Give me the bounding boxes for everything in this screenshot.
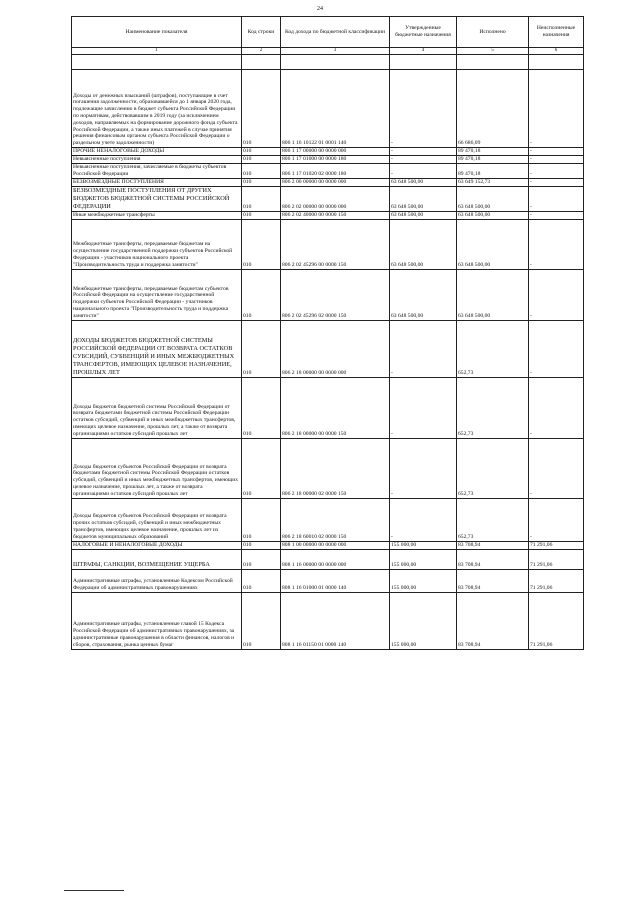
budget-code-cell: 806 2 18 60010 02 0000 150: [281, 498, 390, 541]
indicator-name-cell: ПРОЧИЕ НЕНАЛОГОВЫЕ ДОХОДЫ: [72, 148, 242, 156]
column-number: 4: [390, 48, 457, 55]
executed-cell: 652,73: [457, 438, 529, 498]
executed-cell: 66 686,09: [457, 70, 529, 148]
unexecuted-cell: -: [529, 377, 584, 438]
budget-code-cell: 806 2 02 45296 02 0000 150: [281, 269, 390, 320]
budget-code-cell: 808 1 16 01150 01 0000 140: [281, 592, 390, 649]
table-row: [72, 592, 584, 649]
column-number: 2: [242, 48, 281, 55]
indicator-name-cell: ДОХОДЫ БЮДЖЕТОВ БЮДЖЕТНОЙ СИСТЕМЫ РОССИЙСКОЙ ФЕДЕРАЦИИ ОТ ВОЗВРАТА ОСТАТКОВ СУБСИДИЙ, СУБВЕНЦИЙ И ИНЫХ МЕЖБЮДЖЕТНЫХ ТРАНСФЕРТОВ, ИМЕЮЩИХ ЦЕЛЕВОЕ НАЗНАЧЕНИЕ, ПРОШЛЫХ ЛЕТ: [72, 320, 242, 377]
table-row: [72, 320, 584, 377]
indicator-name-cell: Доходы бюджетов бюджетной системы Российской Федерации от возврата бюджетами бюджетной системы Российской Федерации остатков субсидий, субвенций и иных межбюджетных трансфертов, имеющих целевое назначение, прошлых лет, а также от возврата организациями остатков субсидий прошлых лет: [72, 377, 242, 438]
executed-cell: 83 708,94: [457, 549, 529, 569]
budget-code-cell: 806 2 00 00000 00 0000 000: [281, 179, 390, 187]
executed-cell: 83 708,94: [457, 541, 529, 549]
executed-cell: 652,73: [457, 320, 529, 377]
line-code-cell: 010: [242, 156, 281, 164]
column-number: 6: [529, 48, 584, 55]
indicator-name-cell: Межбюджетные трансферты, передаваемые бюджетам субъектов Российской Федерации на осуществление государственной поддержки субъектов Российской Федерации - участников национального проекта "Производительность труда и поддержка занятости": [72, 269, 242, 320]
unexecuted-cell: -: [529, 148, 584, 156]
indicator-name-cell: Административные штрафы, установленные главой 15 Кодекса Российской Федерации об административных правонарушениях, за административные правонарушения в области финансов, налогов и сборов, страхования, рынка ценных бумаг: [72, 592, 242, 649]
indicator-name-cell: Доходы бюджетов субъектов Российской Федерации от возврата бюджетами бюджетной системы Российской Федерации остатков субсидий, субвенций и иных межбюджетных трансфертов, имеющих целевое назначение, прошлых лет, а также от возврата организациями остатков субсидий прошлых лет: [72, 438, 242, 498]
revenue-report-table: [71, 16, 584, 650]
approved-cell: 155 000,00: [390, 569, 457, 592]
table-row: [72, 541, 584, 549]
unexecuted-cell: -: [529, 70, 584, 148]
unexecuted-cell: -: [529, 320, 584, 377]
budget-code-cell: 806 2 18 00000 02 0000 150: [281, 438, 390, 498]
indicator-name-cell: БЕЗВОЗМЕЗДНЫЕ ПОСТУПЛЕНИЯ ОТ ДРУГИХ БЮДЖЕТОВ БЮДЖЕТНОЙ СИСТЕМЫ РОССИЙСКОЙ ФЕДЕРАЦИИ: [72, 187, 242, 212]
executed-cell: 63 648 500,00: [457, 219, 529, 269]
approved-cell: -: [390, 320, 457, 377]
approved-cell: 155 000,00: [390, 592, 457, 649]
line-code-cell: 010: [242, 148, 281, 156]
indicator-name-cell: Межбюджетные трансферты, передаваемые бюджетам на осуществление государственной поддержки субъектов Российской Федерации - участников национального проекта "Производительность труда и поддержка занятости": [72, 219, 242, 269]
header-row: [72, 17, 584, 48]
table-row: [72, 148, 584, 156]
line-code-cell: 010: [242, 592, 281, 649]
executed-cell: 83 708,94: [457, 592, 529, 649]
column-number: 3: [281, 48, 390, 55]
budget-code-cell: 808 1 16 01000 01 0000 140: [281, 569, 390, 592]
line-code-cell: 010: [242, 179, 281, 187]
approved-cell: 63 648 500,00: [390, 187, 457, 212]
table-row: [72, 164, 584, 179]
budget-code-cell: 806 1 16 10122 01 0001 140: [281, 70, 390, 148]
approved-cell: -: [390, 377, 457, 438]
budget-code-cell: 806 2 02 00000 00 0000 000: [281, 187, 390, 212]
header-approved: Утвержденные бюджетные назначения: [390, 17, 457, 48]
unexecuted-cell: 71 291,06: [529, 549, 584, 569]
unexecuted-cell: 71 291,06: [529, 569, 584, 592]
line-code-cell: 010: [242, 549, 281, 569]
approved-cell: 63 648 500,00: [390, 211, 457, 219]
executed-cell: 63 648 500,00: [457, 269, 529, 320]
unexecuted-cell: -: [529, 179, 584, 187]
unexecuted-cell: -: [529, 187, 584, 212]
unexecuted-cell: 71 291,06: [529, 592, 584, 649]
approved-cell: 155 000,00: [390, 541, 457, 549]
approved-cell: -: [390, 498, 457, 541]
line-code-cell: 010: [242, 438, 281, 498]
line-code-cell: 010: [242, 187, 281, 212]
footer-divider: [64, 890, 124, 891]
unexecuted-cell: -: [529, 219, 584, 269]
budget-code-cell: 806 2 18 00000 00 0000 000: [281, 320, 390, 377]
table-row: [72, 269, 584, 320]
unexecuted-cell: -: [529, 498, 584, 541]
approved-cell: 63 648 500,00: [390, 179, 457, 187]
unexecuted-cell: -: [529, 164, 584, 179]
header-indicator-name: Наименование показателя: [72, 17, 242, 48]
unexecuted-cell: -: [529, 156, 584, 164]
column-number: 5: [457, 48, 529, 55]
indicator-name-cell: Административные штрафы, установленные Кодексом Российской Федерации об административных правонарушениях: [72, 569, 242, 592]
header-unexecuted: Неисполненные назначения: [529, 17, 584, 48]
budget-code-cell: 806 2 02 40000 00 0000 150: [281, 211, 390, 219]
approved-cell: 63 648 500,00: [390, 219, 457, 269]
unexecuted-cell: -: [529, 438, 584, 498]
line-code-cell: 010: [242, 498, 281, 541]
approved-cell: -: [390, 148, 457, 156]
line-code-cell: 010: [242, 164, 281, 179]
table-row: [72, 219, 584, 269]
line-code-cell: 010: [242, 269, 281, 320]
header-line-code: Код строки: [242, 17, 281, 48]
budget-code-cell: 806 1 17 01020 02 0000 180: [281, 164, 390, 179]
executed-cell: 89 470,18: [457, 156, 529, 164]
approved-cell: -: [390, 438, 457, 498]
budget-code-cell: 806 2 18 00000 00 0000 150: [281, 377, 390, 438]
spacer-row: [72, 55, 584, 70]
indicator-name-cell: Невыясненные поступления, зачисляемые в бюджеты субъектов Российской Федерации: [72, 164, 242, 179]
approved-cell: -: [390, 164, 457, 179]
budget-code-cell: 806 1 17 00000 00 0000 000: [281, 148, 390, 156]
line-code-cell: 010: [242, 320, 281, 377]
approved-cell: 155 000,00: [390, 549, 457, 569]
page-number: 24: [317, 6, 323, 12]
indicator-name-cell: Невыясненные поступления: [72, 156, 242, 164]
unexecuted-cell: -: [529, 211, 584, 219]
table-row: [72, 187, 584, 212]
executed-cell: 652,73: [457, 377, 529, 438]
line-code-cell: 010: [242, 569, 281, 592]
indicator-name-cell: Иные межбюджетные трансферты: [72, 211, 242, 219]
executed-cell: 63 648 500,00: [457, 187, 529, 212]
executed-cell: 83 708,94: [457, 569, 529, 592]
indicator-name-cell: Доходы от денежных взысканий (штрафов), поступающие в счет погашения задолженности, образовавшейся до 1 января 2020 года, подлежащие зачислению в бюджет субъекта Российской Федерации по нормативам, действовавшим в 2019 году (за исключением доходов, направляемых на формирование дорожного фонда субъекта Российской Федерации, а также иных платежей в случае принятия решения финансовым органом субъекта Российской Федерации о раздельном учете задолженности): [72, 70, 242, 148]
line-code-cell: 010: [242, 211, 281, 219]
executed-cell: 89 470,18: [457, 164, 529, 179]
table-row: [72, 179, 584, 187]
line-code-cell: 010: [242, 541, 281, 549]
line-code-cell: 010: [242, 70, 281, 148]
approved-cell: 63 648 500,00: [390, 269, 457, 320]
table-row: [72, 438, 584, 498]
indicator-name-cell: БЕЗВОЗМЕЗДНЫЕ ПОСТУПЛЕНИЯ: [72, 179, 242, 187]
unexecuted-cell: -: [529, 269, 584, 320]
table-row: [72, 498, 584, 541]
budget-code-cell: 808 1 16 00000 00 0000 000: [281, 549, 390, 569]
table-row: [72, 377, 584, 438]
column-number-row: [72, 48, 584, 55]
indicator-name-cell: НАЛОГОВЫЕ И НЕНАЛОГОВЫЕ ДОХОДЫ: [72, 541, 242, 549]
indicator-name-cell: Доходы бюджетов субъектов Российской Федерации от возврата прочих остатков субсидий, субвенций и иных межбюджетных трансфертов, имеющих целевое назначение, прошлых лет из бюджетов муниципальных образований: [72, 498, 242, 541]
executed-cell: 63 648 500,00: [457, 211, 529, 219]
indicator-name-cell: ШТРАФЫ, САНКЦИИ, ВОЗМЕЩЕНИЕ УЩЕРБА: [72, 549, 242, 569]
table-row: [72, 70, 584, 148]
executed-cell: 89 470,18: [457, 148, 529, 156]
header-budget-code: Код дохода по бюджетной классификации: [281, 17, 390, 48]
table-row: [72, 156, 584, 164]
approved-cell: -: [390, 156, 457, 164]
approved-cell: -: [390, 70, 457, 148]
line-code-cell: 010: [242, 219, 281, 269]
budget-code-cell: 808 1 00 00000 00 0000 000: [281, 541, 390, 549]
executed-cell: 652,73: [457, 498, 529, 541]
line-code-cell: 010: [242, 377, 281, 438]
header-executed: Исполнено: [457, 17, 529, 48]
table-row: [72, 211, 584, 219]
table-row: [72, 549, 584, 569]
executed-cell: 63 649 152,73: [457, 179, 529, 187]
budget-code-cell: 806 1 17 01000 00 0000 180: [281, 156, 390, 164]
budget-code-cell: 806 2 02 45296 00 0000 150: [281, 219, 390, 269]
column-number: 1: [72, 48, 242, 55]
table-row: [72, 569, 584, 592]
unexecuted-cell: 71 291,06: [529, 541, 584, 549]
